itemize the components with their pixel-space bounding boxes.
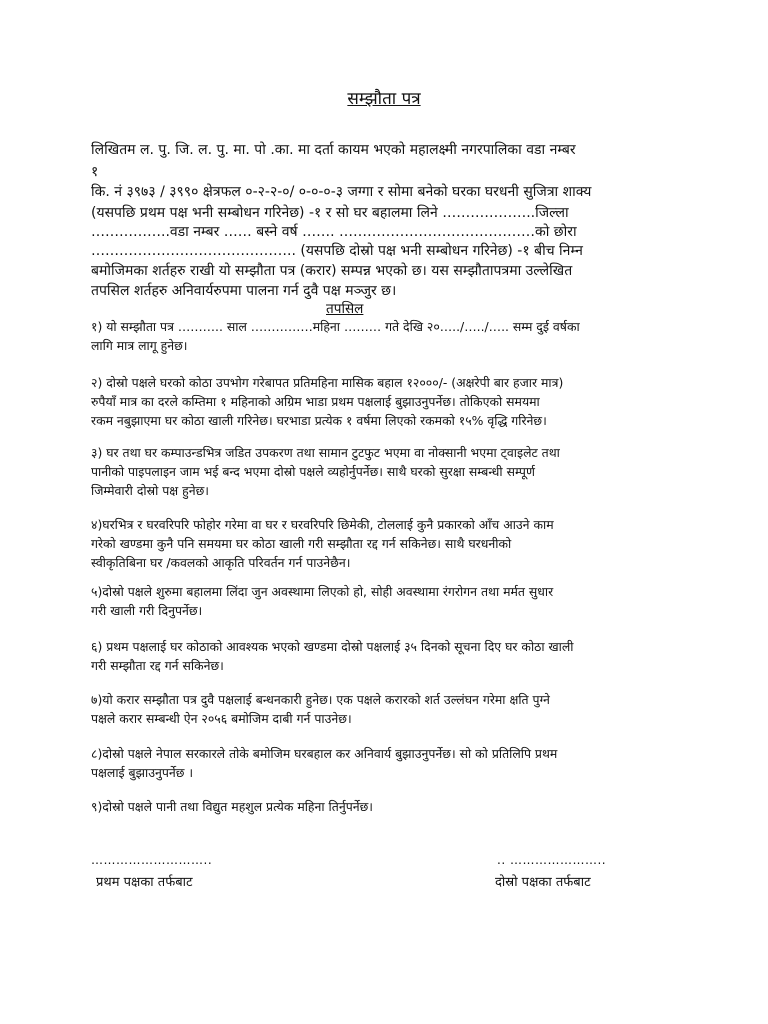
signature-line: .. ………………….. (497, 853, 607, 867)
clause-line: स्वीकृतिबिना घर /कवलको आकृति परिवर्तन गर्न पाउनेछैन। (91, 555, 351, 570)
clause-line: ३) घर तथा घर कम्पाउन्डभित्र जडित उपकरण तथा सामान टुटफुट भएमा वा नोक्सानी भएमा ट्वाइलेट तथा (91, 445, 560, 460)
clause-line: ८)दोस्रो पक्षले नेपाल सरकारले तोके बमोजिम घरबहाल कर अनिवार्य बुझाउनुपर्नेछ। सो को प्रतिलिपि प्रथम (91, 746, 558, 761)
clause-line: जिम्मेवारी दोस्रो पक्ष हुनेछ। (91, 483, 209, 498)
signature-line: ……………………….. (91, 853, 213, 867)
clause-line: ४)घरभित्र र घरवरिपरि फोहोर गरेमा वा घर र घरवरिपरि छिमेकी, टोललाई कुनै प्रकारको आँच आउने काम (91, 517, 554, 532)
intro-line: (यसपछि प्रथम पक्ष भनी सम्बोधन गरिनेछ) -१ र सो घर बहालमा लिने ………………..जिल्ला (91, 205, 569, 221)
intro-line: कि. नं ३९७३ / ३९९० क्षेत्रफल ०-२-२-०/ ०-०-०-३ जग्गा र सोमा बनेको घरका घरधनी सुजित्रा शाक्य (91, 184, 592, 200)
clause-line: रकम नबुझाएमा घर कोठा खाली गरिनेछ। घरभाडा प्रत्येक १ वर्षमा लिएको रकमको १५% वृद्धि गरिनेछ। (91, 413, 547, 428)
clause-line: २) दोस्रो पक्षले घरको कोठा उपभोग गरेबापत प्रतिमहिना मासिक बहाल १२०००/- (अक्षरेपी बार हजार मात्र) (91, 375, 564, 390)
clause-line: ७)यो करार सम्झौता पत्र दुवै पक्षलाई बन्धनकारी हुनेछ। एक पक्षले करारको शर्त उल्लंघन गरेमा क्षति पुग्ने (91, 692, 550, 707)
intro-line: लिखितम ल. पु. जि. ल. पु. मा. पो .का. मा दर्ता कायम भएको महालक्ष्मी नगरपालिका वडा नम्बर (91, 142, 576, 158)
clause-line: पक्षलाई बुझाउनुपर्नेछ । (91, 765, 194, 780)
clause-line: पानीको पाइपलाइन जाम भई बन्द भएमा दोस्रो पक्षले व्यहोर्नुपर्नेछ। साथै घरको सुरक्षा सम्बन्धी सम्पूर्ण (91, 464, 535, 479)
clause-line: १) यो सम्झौता पत्र ……….. साल ……………महिना ……… गते देखि २०…../…../….. सम्म दुई वर्षका (91, 319, 580, 334)
intro-line: १ (91, 164, 99, 180)
intro-line: बमोजिमका शर्तहरु राखी यो सम्झौता पत्र (करार) सम्पन्न भएको छ। यस सम्झौतापत्रमा उल्लेखित (91, 263, 573, 279)
clause-line: गरेको खण्डमा कुनै पनि समयमा घर कोठा खाली गरी सम्झौता रद्द गर्न सकिनेछ। साथै घरधनीको (91, 536, 512, 551)
intro-line: …………………………………….. (यसपछि दोस्रो पक्ष भनी सम्बोधन गरिनेछ) -१ बीच निम्न (91, 243, 583, 259)
document-title: सम्झौता पत्र (347, 89, 421, 109)
clause-line: गरी खाली गरी दिनुपर्नेछ। (91, 603, 203, 618)
intro-line: तपसिल शर्तहरु अनिवार्यरुपमा पालना गर्न दुवै पक्ष मञ्जुर छ। (91, 283, 397, 299)
signature-label: दोस्रो पक्षका तर्फबाट (495, 875, 591, 890)
signature-label: प्रथम पक्षका तर्फबाट (96, 875, 193, 890)
tapsil-heading: तपसिल (326, 301, 364, 317)
clause-line: रुपैयाँ मात्र का दरले कम्तिमा १ महिनाको अग्रिम भाडा प्रथम पक्षलाई बुझाउनुपर्नेछ। तोकिएको समयमा (91, 394, 540, 409)
clause-line: ९)दोस्रो पक्षले पानी तथा विद्युत महशुल प्रत्येक महिना तिर्नुपर्नेछ। (91, 799, 373, 814)
clause-line: ६) प्रथम पक्षलाई घर कोठाको आवश्यक भएको खण्डमा दोस्रो पक्षलाई ३५ दिनको सूचना दिए घर कोठा खाली (91, 639, 574, 654)
clause-line: गरी सम्झौता रद्द गर्न सकिनेछ। (91, 658, 224, 673)
clause-line: ५)दोस्रो पक्षले शुरुमा बहालमा लिंदा जुन अवस्थामा लिएको हो, सोही अवस्थामा रंगरोगन तथा मर्मत सुधार (91, 584, 554, 599)
intro-line: ……………..वडा नम्बर …… बस्ने वर्ष ……. ……………………………………को छोरा (91, 224, 577, 240)
clause-line: पक्षले करार सम्बन्धी ऐन २०५६ बमोजिम दाबी गर्न पाउनेछ। (91, 711, 352, 726)
clause-line: लागि मात्र लागू हुनेछ। (91, 338, 188, 353)
